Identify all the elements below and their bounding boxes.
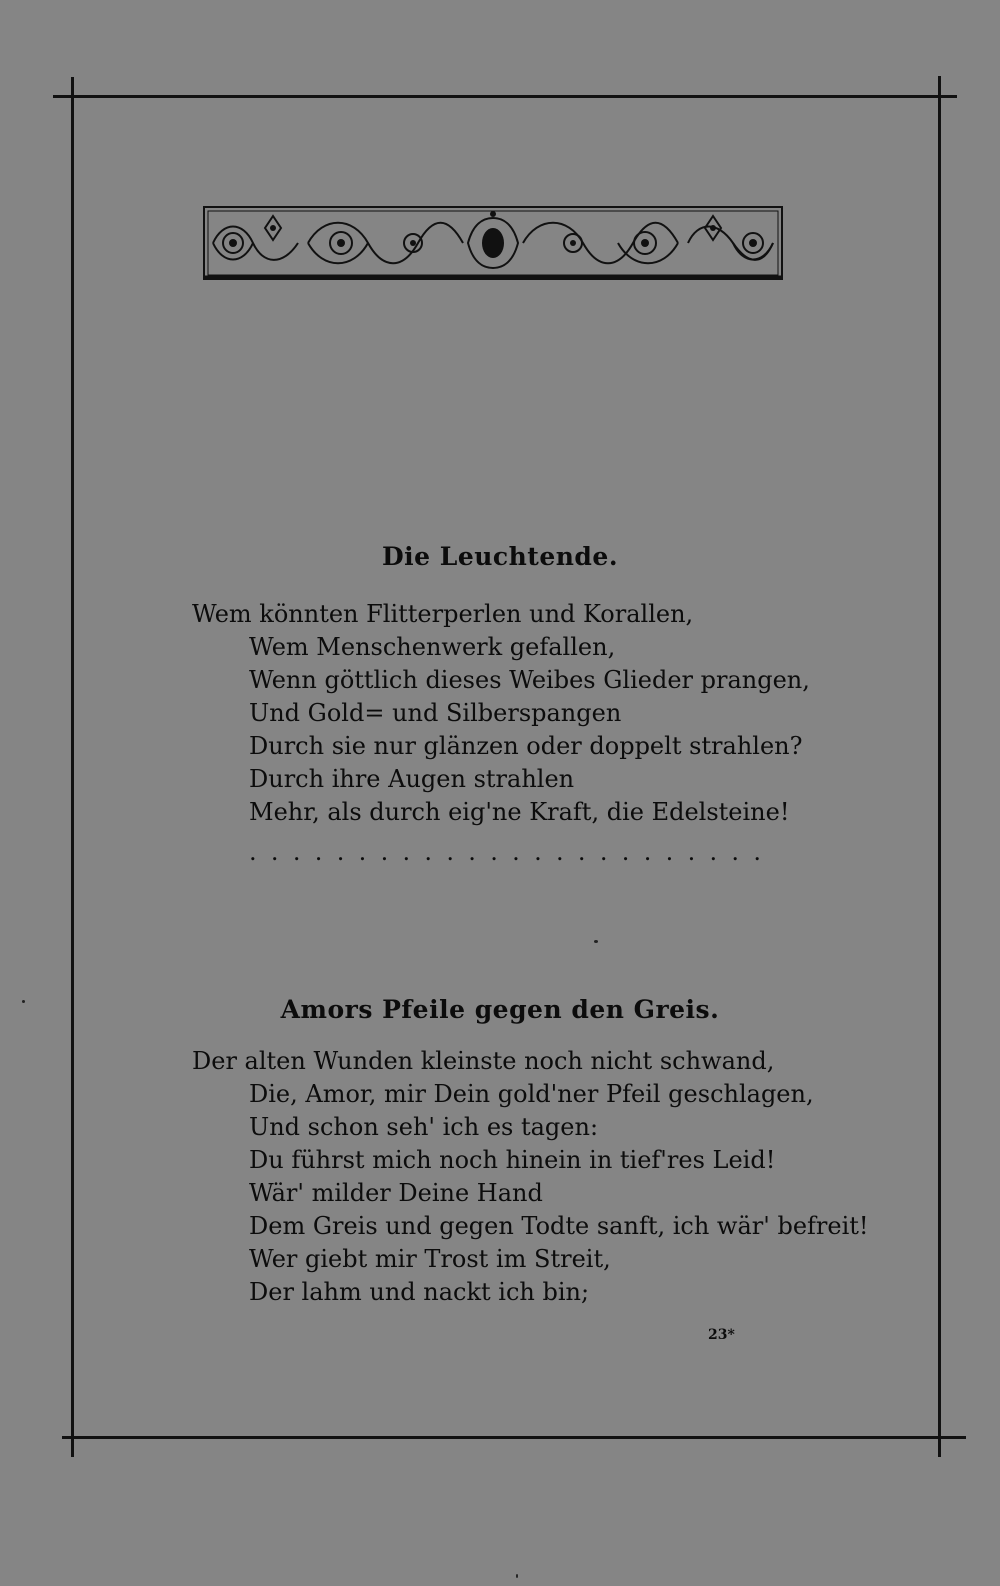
verse-line: Die, Amor, mir Dein gold'ner Pfeil geschlagen, [249,1080,814,1108]
decorative-headpiece-ornament [203,206,783,280]
poem-title: Die Leuchtende. [381,542,619,571]
verse-line: Du führst mich noch hinein in tief'res Leid! [249,1146,776,1174]
page-number: 23* [708,1327,735,1343]
verse-line: Wär' milder Deine Hand [249,1179,543,1207]
omission-dots: ........................ [249,838,776,866]
verse-line: Und Gold= und Silberspangen [249,699,622,727]
frame-rule-bottom [62,1436,966,1439]
verse-line: Und schon seh' ich es tagen: [249,1113,599,1141]
verse-line: Durch sie nur glänzen oder doppelt strahlen? [249,732,803,760]
poem-title: Amors Pfeile gegen den Greis. [280,995,720,1024]
frame-rule-right [938,76,941,1457]
print-speck [22,1000,25,1003]
frame-rule-left [71,77,74,1457]
verse-line: Der lahm und nackt ich bin; [249,1278,590,1306]
verse-line: Wem Menschenwerk gefallen, [249,633,616,661]
verse-line: Dem Greis und gegen Todte sanft, ich wär' befreit! [249,1212,869,1240]
verse-line: Mehr, als durch eig'ne Kraft, die Edelsteine! [249,798,790,826]
verse-line: Wem könnten Flitterperlen und Korallen, [192,600,694,628]
verse-line: Wenn göttlich dieses Weibes Glieder prangen, [249,666,810,694]
print-speck [594,940,598,943]
verse-line: Durch ihre Augen strahlen [249,765,575,793]
frame-rule-top [53,95,957,98]
verse-line: Der alten Wunden kleinste noch nicht schwand, [192,1047,775,1075]
verse-line: Wer giebt mir Trost im Streit, [249,1245,611,1273]
print-speck [516,1574,518,1578]
